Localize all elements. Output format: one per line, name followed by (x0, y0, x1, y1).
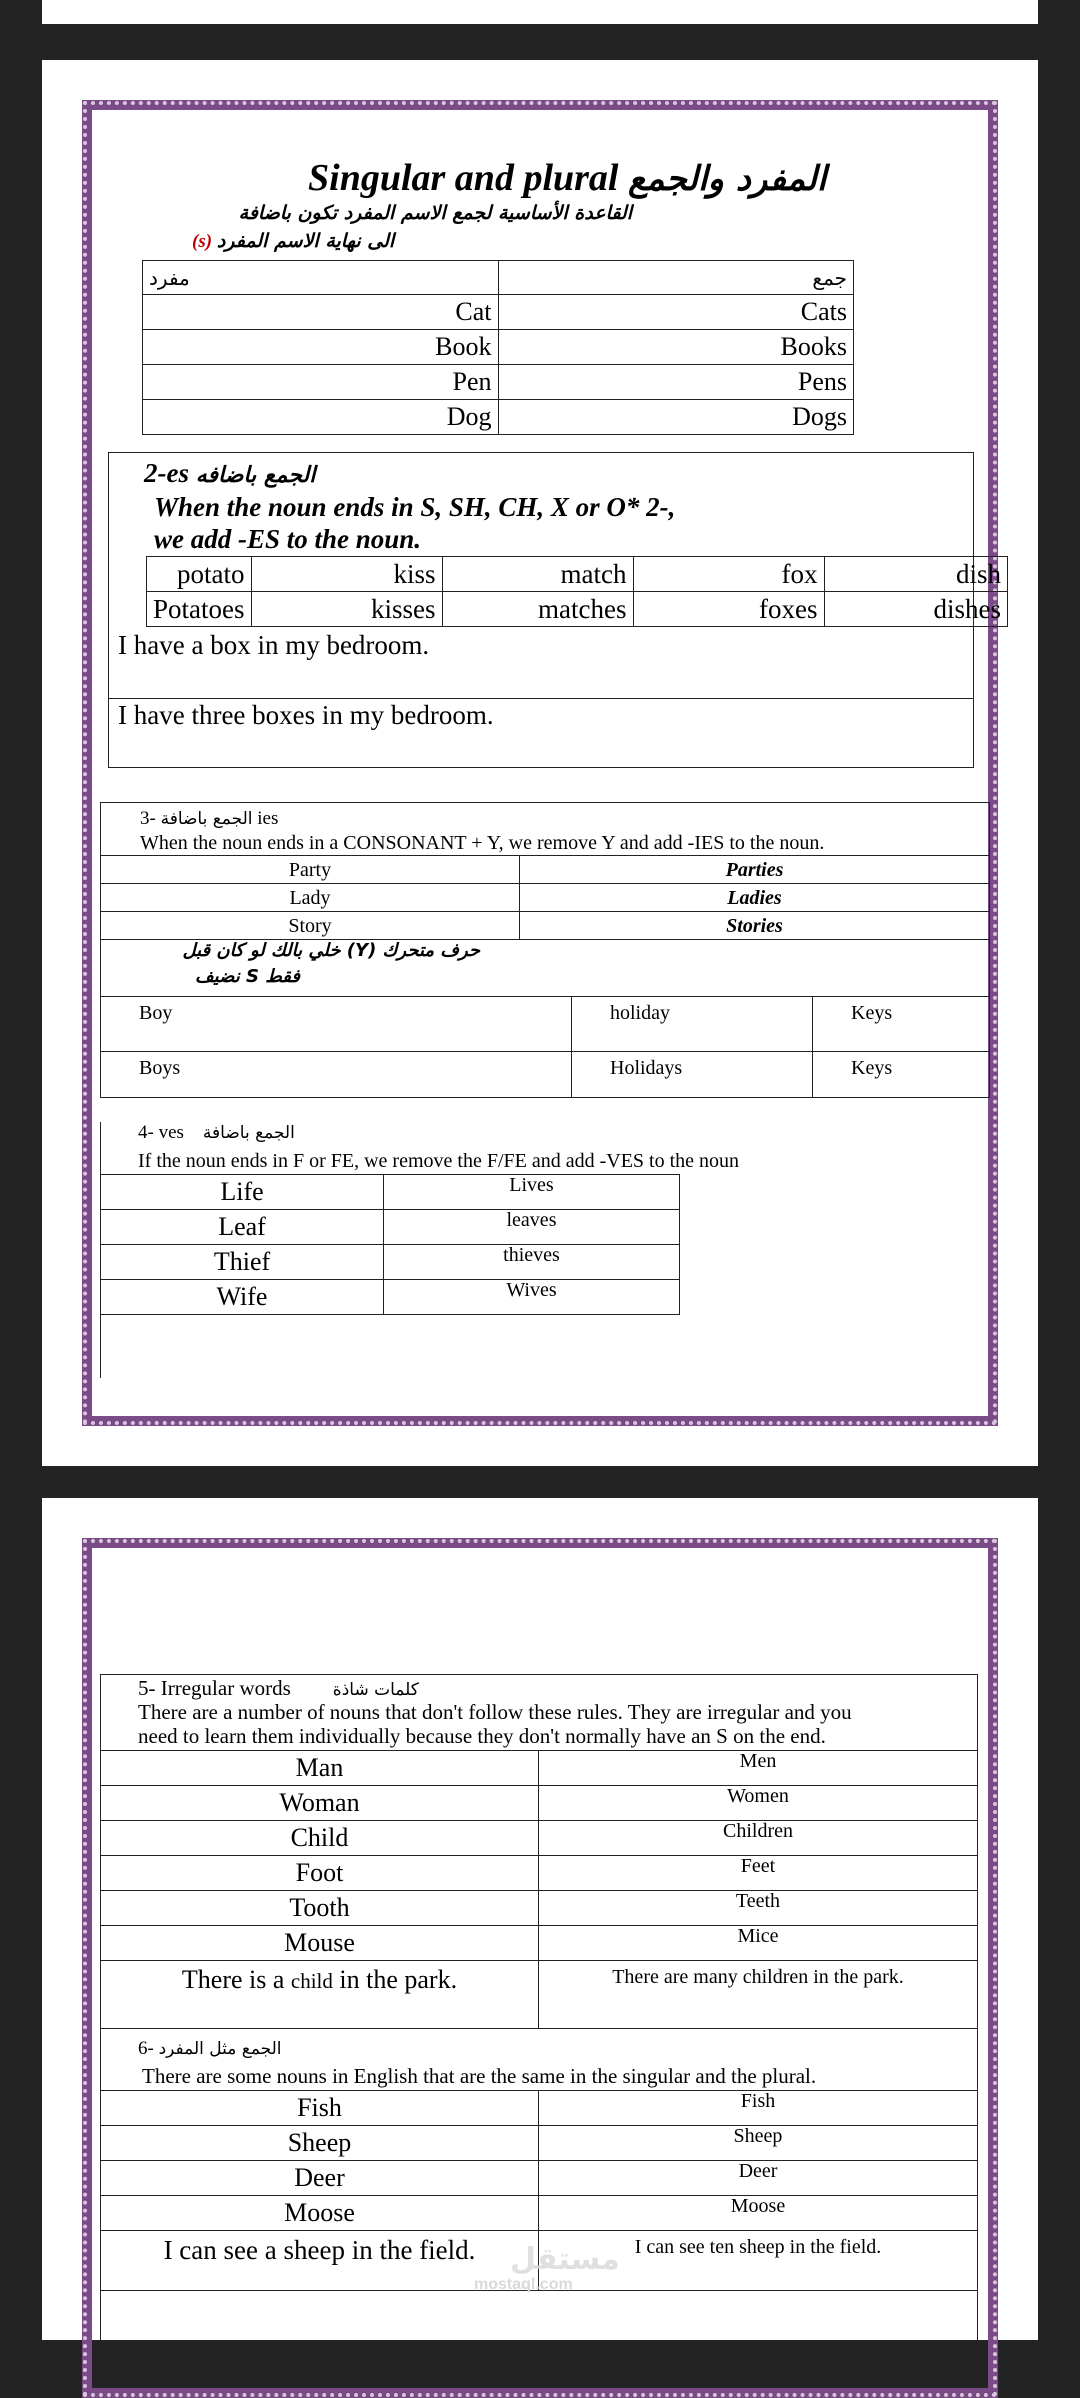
plural-cell: Cats (498, 295, 854, 330)
title-english: Singular and plural (308, 157, 619, 199)
vowel-note-line2: فقط S نضيف (195, 966, 300, 987)
es-heading-ar: الجمع باضافه (195, 463, 316, 488)
vowel-word: Boys (101, 1052, 572, 1098)
same-example-plural: I can see ten sheep in the field. (539, 2231, 978, 2291)
divider (108, 698, 974, 699)
ves-rule: If the noun ends in F or FE, we remove the F/FE and add -VES to the noun (138, 1150, 740, 1172)
ves-heading-num: 4- ves (138, 1122, 184, 1143)
ies-heading-num: 3- (140, 808, 156, 829)
same-singular: Moose (101, 2196, 539, 2231)
irregular-singular: Man (101, 1751, 539, 1786)
irregular-table (100, 1750, 978, 2029)
vowel-word: holiday (572, 997, 813, 1052)
same-singular: Deer (101, 2161, 539, 2196)
es-plural: dishes (824, 592, 1008, 627)
s-plural-table (142, 260, 854, 435)
es-example-plural: I have three boxes in my bedroom. (118, 700, 494, 730)
ves-singular: Wife (101, 1280, 384, 1315)
irregular-example-plural: There are many children in the park. (539, 1961, 978, 2029)
es-rule-line2: we add -ES to the noun. (154, 524, 422, 554)
ves-heading-ar: الجمع باضافة (202, 1123, 295, 1143)
es-singular: dish (824, 557, 1008, 592)
example-word-child: child (290, 1969, 333, 1993)
es-plural: matches (442, 592, 633, 627)
vowel-word: Boy (101, 997, 572, 1052)
same-singular: Sheep (101, 2126, 539, 2161)
ves-plural: leaves (384, 1210, 680, 1245)
irregular-heading (138, 1676, 419, 1701)
page-2 (42, 1498, 1038, 2340)
same-singular: Fish (101, 2091, 539, 2126)
irregular-singular: Woman (101, 1786, 539, 1821)
plural-cell: Books (498, 330, 854, 365)
es-heading-num: 2-es (144, 458, 189, 488)
plural-cell: Pens (498, 365, 854, 400)
es-heading (144, 458, 315, 488)
es-plural: kisses (251, 592, 442, 627)
ies-plural: Ladies (520, 884, 990, 912)
vowel-word: Keys (813, 997, 990, 1052)
ies-singular: Story (101, 912, 520, 940)
watermark-url: mostaql.com (474, 2276, 573, 2293)
vowel-y-table (100, 996, 990, 1098)
irregular-plural: Feet (539, 1856, 978, 1891)
irregular-singular: Mouse (101, 1926, 539, 1961)
es-rule-line1: When the noun ends in S, SH, CH, X or O* 2-, (154, 492, 676, 522)
es-singular: potato (147, 557, 252, 592)
irregular-plural: Children (539, 1821, 978, 1856)
same-plural: Moose (539, 2196, 978, 2231)
irregular-heading-en: 5- Irregular words (138, 1676, 291, 1700)
irregular-singular: Tooth (101, 1891, 539, 1926)
page-1 (42, 60, 1038, 1466)
irregular-rule-line1: There are a number of nouns that don't follow these rules. They are irregular and you (138, 1700, 852, 1724)
title-arabic: المفرد والجمع (627, 159, 827, 199)
rule-s-suffix: (s) (192, 231, 213, 252)
ves-singular: Leaf (101, 1210, 384, 1245)
header-singular: مفرد (143, 261, 499, 295)
vowel-word: Holidays (572, 1052, 813, 1098)
ves-section (100, 1122, 990, 1378)
irregular-plural: Women (539, 1786, 978, 1821)
rule-arabic-line1: القاعدة الأساسية لجمع الاسم المفرد تكون باضافة (238, 202, 632, 224)
irregular-rule-line2: need to learn them individually because they don't normally have an S on the end. (138, 1724, 826, 1748)
same-plural: Fish (539, 2091, 978, 2126)
ves-singular: Thief (101, 1245, 384, 1280)
ies-word-table (100, 855, 990, 940)
ies-plural: Parties (520, 856, 990, 884)
plural-cell: Dogs (498, 400, 854, 435)
ies-rule: When the noun ends in a CONSONANT + Y, we remove Y and add -IES to the noun. (140, 832, 825, 854)
ves-plural: Lives (384, 1175, 680, 1210)
vowel-word: Keys (813, 1052, 990, 1098)
irregular-plural: Teeth (539, 1891, 978, 1926)
ies-heading-ar: الجمع باضافة (160, 809, 253, 829)
es-singular: kiss (251, 557, 442, 592)
same-plural: Deer (539, 2161, 978, 2196)
same-heading (138, 2038, 282, 2060)
irregular-singular: Foot (101, 1856, 539, 1891)
irregular-example-singular (101, 1961, 539, 2029)
irregular-singular: Child (101, 1821, 539, 1856)
same-rule: There are some nouns in English that are the same in the singular and the plural. (142, 2064, 817, 2088)
example-part: in the park. (339, 1965, 458, 1994)
es-word-table (146, 556, 1008, 627)
singular-cell: Cat (143, 295, 499, 330)
example-part: There is a (181, 1965, 285, 1994)
ves-plural: thieves (384, 1245, 680, 1280)
vowel-note-line1: حرف متحرك (Y) خلي بالك لو كان قبل (182, 940, 480, 961)
ves-plural: Wives (384, 1280, 680, 1315)
same-example-singular: I can see a sheep in the field. (101, 2231, 539, 2291)
irregular-plural: Mice (539, 1926, 978, 1961)
singular-cell: Pen (143, 365, 499, 400)
ies-heading-en: ies (257, 808, 279, 829)
es-singular: fox (633, 557, 824, 592)
ies-plural: Stories (520, 912, 990, 940)
ves-singular: Life (101, 1175, 384, 1210)
same-plural: Sheep (539, 2126, 978, 2161)
es-plural: foxes (633, 592, 824, 627)
irregular-heading-ar: كلمات شاذة (332, 1680, 419, 1700)
header-plural: جمع (498, 261, 854, 295)
page-title (308, 156, 888, 206)
singular-cell: Book (143, 330, 499, 365)
es-singular: match (442, 557, 633, 592)
rule-arabic-end: الى نهاية الاسم المفرد (216, 230, 395, 252)
es-plural: Potatoes (147, 592, 252, 627)
ies-singular: Lady (101, 884, 520, 912)
previous-page-edge (42, 0, 1038, 24)
singular-cell: Dog (143, 400, 499, 435)
ies-heading (140, 808, 278, 830)
rule-arabic-line2 (192, 230, 422, 256)
same-heading-num: 6- (138, 2038, 154, 2059)
watermark-arabic: مستقل (510, 2242, 620, 2277)
irregular-plural: Men (539, 1751, 978, 1786)
ies-singular: Party (101, 856, 520, 884)
es-example-singular: I have a box in my bedroom. (118, 630, 430, 660)
same-heading-ar: الجمع مثل المفرد (158, 2039, 282, 2059)
